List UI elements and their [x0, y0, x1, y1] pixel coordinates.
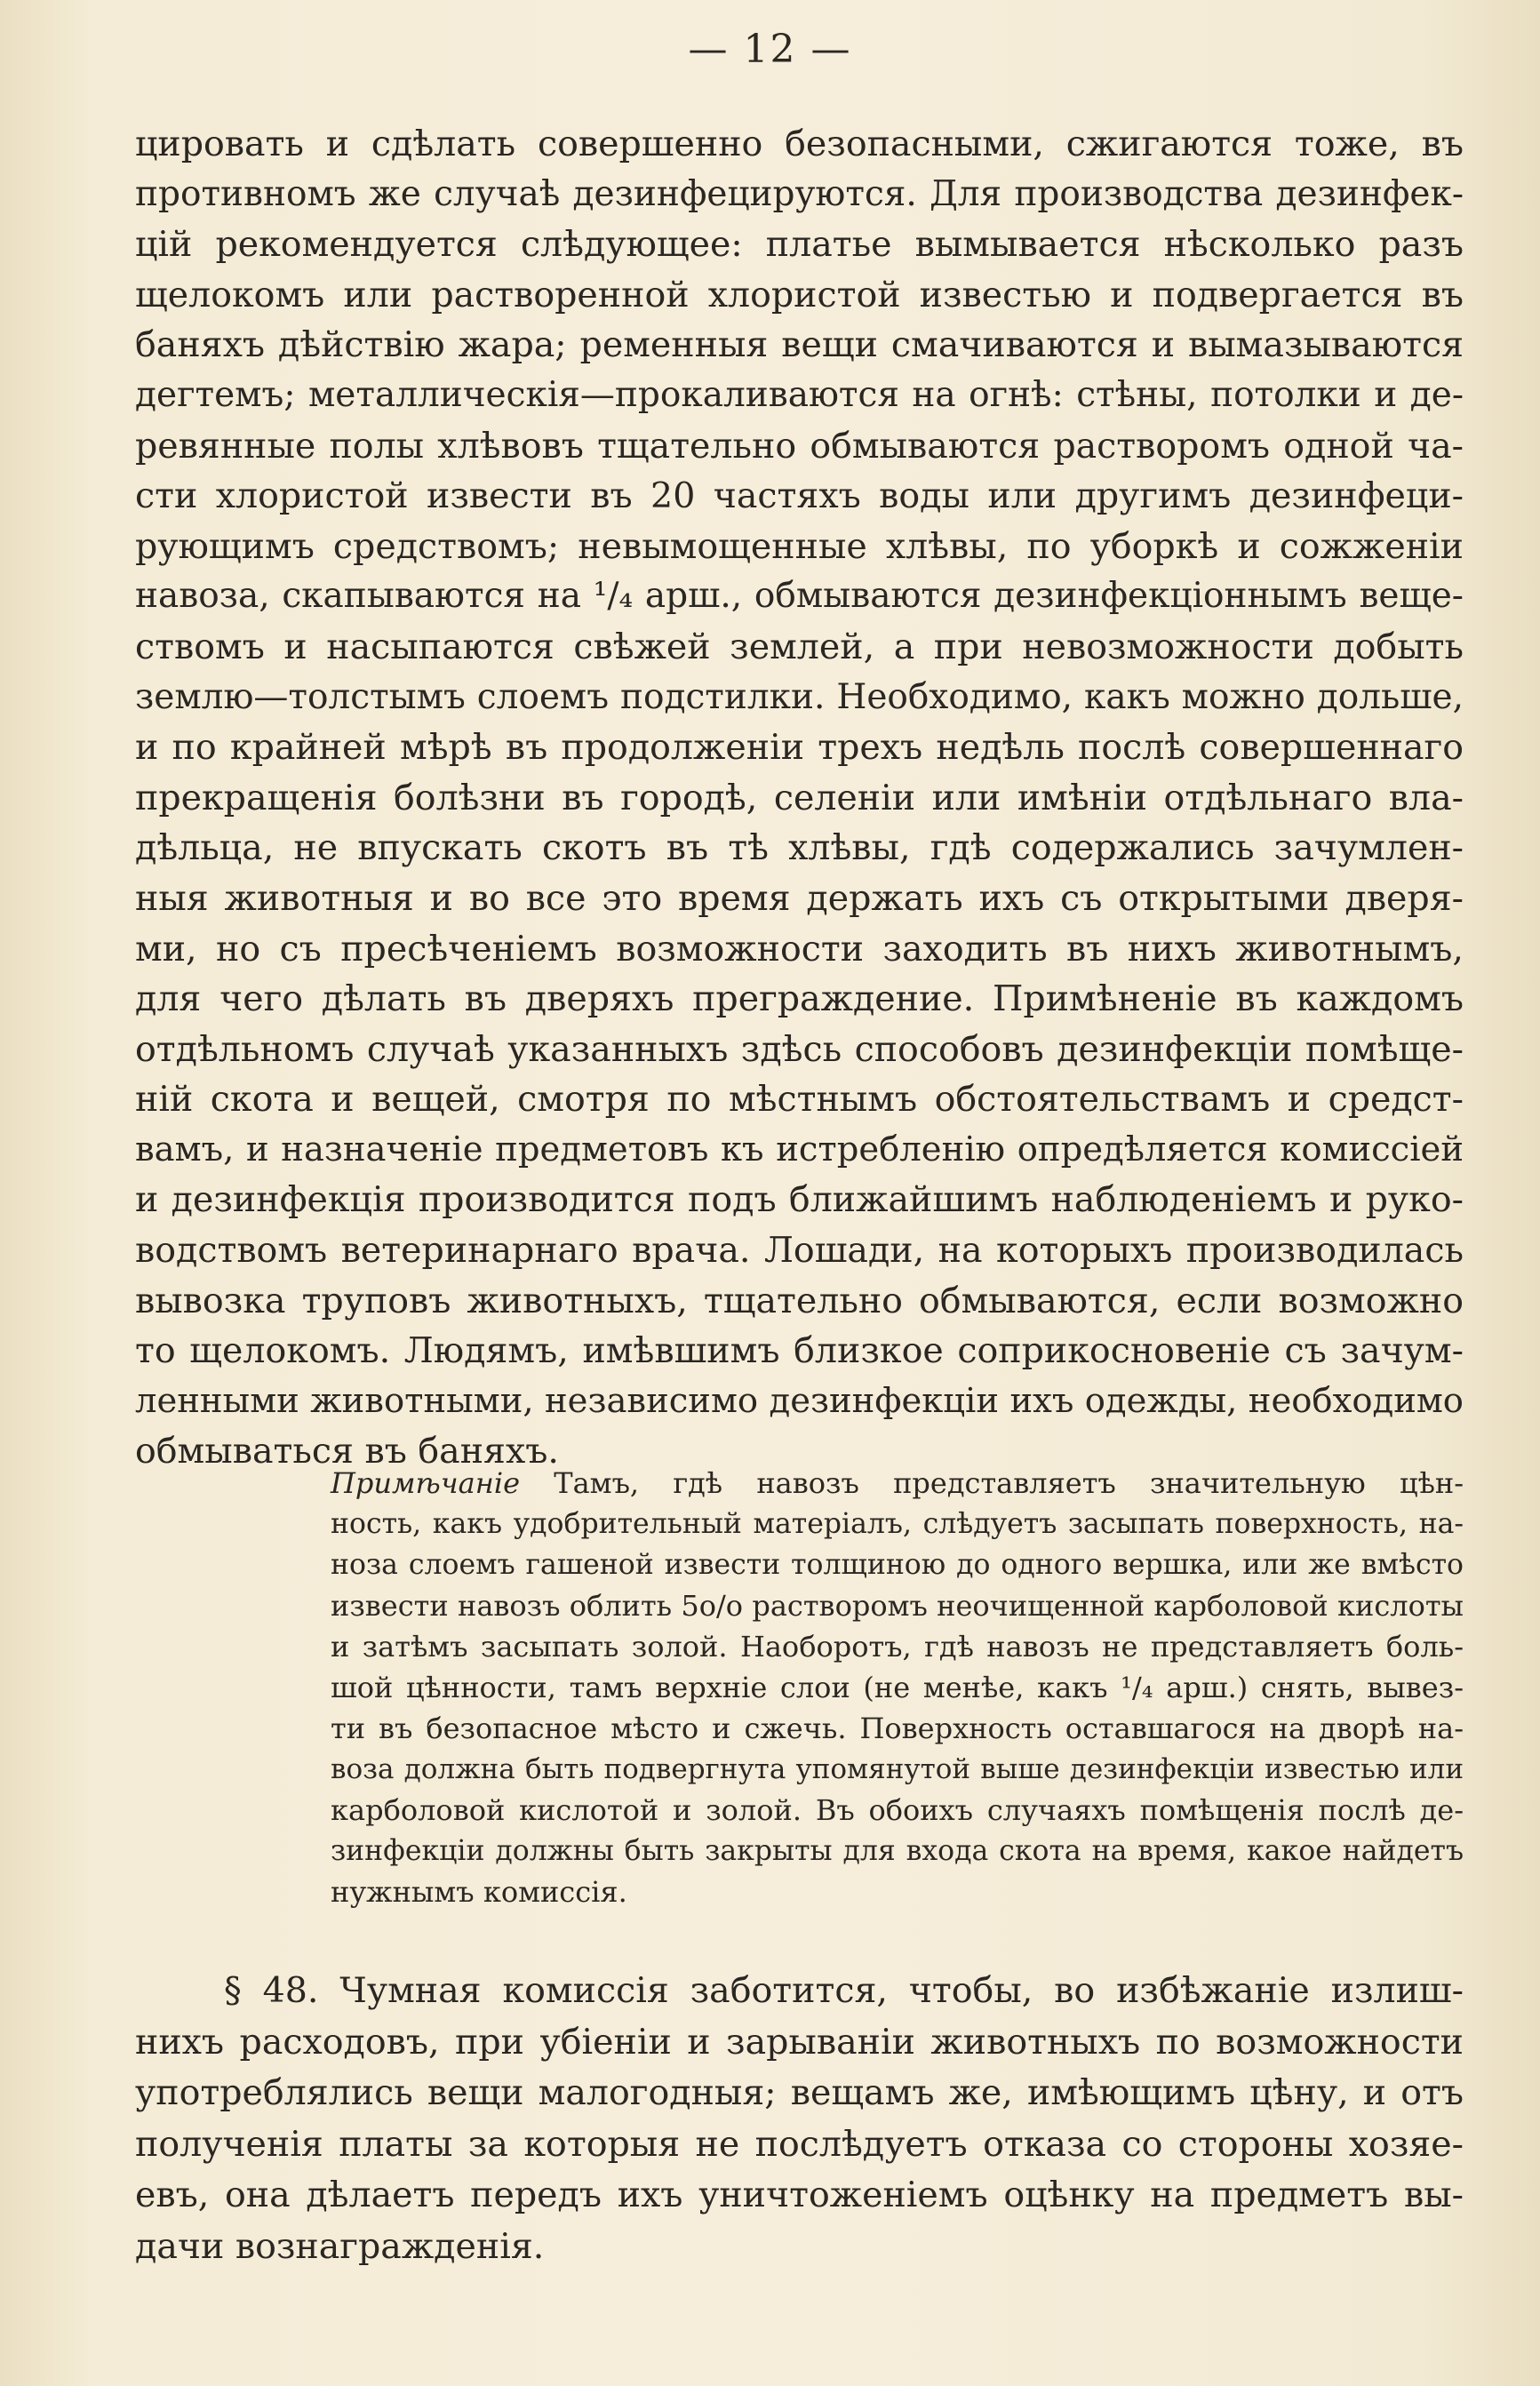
- note-first-line: [331, 1463, 1464, 1504]
- note-line: и затѣмъ засыпать золой. Наоборотъ, гдѣ навозъ не представляетъ боль-: [331, 1630, 1464, 1664]
- text-line: ній скота и вещей, смотря по мѣстнымъ обстоятельствамъ и средст-: [135, 1079, 1464, 1121]
- text-line: то щелокомъ. Людямъ, имѣвшимъ близкое соприкосновеніе съ зачум-: [135, 1330, 1464, 1372]
- text-line: ствомъ и насыпаются свѣжей землей, а при невозможности добыть: [135, 626, 1464, 667]
- text-line: рующимъ средствомъ; невымощенные хлѣвы, по уборкѣ и сожженіи: [135, 525, 1464, 567]
- section-line: дачи вознагражденія.: [135, 2225, 545, 2267]
- text-line: щелокомъ или растворенной хлористой известью и подвергается въ: [135, 274, 1464, 315]
- text-line: дегтемъ; металлическія—прокаливаются на огнѣ: стѣны, потолки и де-: [135, 374, 1464, 415]
- text-line: для чего дѣлать въ дверяхъ преграждение. Примѣненіе въ каждомъ: [135, 978, 1464, 1020]
- text-line: вамъ, и назначеніе предметовъ къ истребленію опредѣляется комиссіей: [135, 1129, 1464, 1169]
- note-line: зинфекціи должны быть закрыты для входа скота на время, какое найдетъ: [331, 1835, 1464, 1867]
- text-line: цировать и сдѣлать совершенно безопасными, сжигаются тоже, въ: [135, 124, 1464, 164]
- section-48: [135, 1966, 1464, 2272]
- text-line: навоза, скапываются на ¹/₄ арш., обмываются дезинфекціоннымъ веще-: [135, 576, 1464, 617]
- text-line: противномъ же случаѣ дезинфецируются. Для производства дезинфек-: [135, 173, 1464, 214]
- note-label: Примѣчаніе: [331, 1466, 520, 1500]
- text-line: обмываться въ баняхъ.: [135, 1431, 559, 1472]
- main-paragraph: [135, 119, 1464, 1477]
- text-line: баняхъ дѣйствію жара; ременныя вещи смачиваются и вымазываются: [135, 324, 1464, 366]
- text-line: ревянные полы хлѣвовъ тщательно обмываются растворомъ одной ча-: [135, 425, 1464, 467]
- note-line: извести навозъ облить 5o/o растворомъ неочищенной карболовой кислоты: [331, 1589, 1464, 1623]
- page-number: — 12 —: [688, 27, 852, 72]
- footnote-remark: [331, 1463, 1464, 1912]
- section-line: употреблялись вещи малогодныя; вещамъ же, имѣющимъ цѣну, и отъ: [135, 2072, 1464, 2113]
- text-line: ми, но съ пресѣченіемъ возможности заходить въ нихъ животнымъ,: [135, 928, 1464, 970]
- note-text: Тамъ, гдѣ навозъ представляетъ значительную цѣн-: [554, 1466, 1464, 1500]
- note-line: ти въ безопасное мѣсто и сжечь. Поверхность оставшагося на дворѣ на-: [331, 1712, 1464, 1745]
- text-line: прекращенія болѣзни въ городѣ, селеніи или имѣніи отдѣльнаго вла-: [135, 777, 1464, 818]
- note-line: шой цѣнности, тамъ верхніе слои (не менѣе, какъ ¹/₄ арш.) снять, вывез-: [331, 1671, 1464, 1704]
- note-line: воза должна быть подвергнута упомянутой выше дезинфекціи известью или: [331, 1753, 1464, 1785]
- text-line: цій рекомендуется слѣдующее: платье вымывается нѣсколько разъ: [135, 224, 1464, 266]
- text-line: дѣльца, не впускать скотъ въ тѣ хлѣвы, гдѣ содержались зачумлен-: [135, 827, 1464, 869]
- text-line: водствомъ ветеринарнаго врача. Лошади, на которыхъ производилась: [135, 1230, 1464, 1272]
- text-line: отдѣльномъ случаѣ указанныхъ здѣсь способовъ дезинфекціи помѣще-: [135, 1028, 1464, 1070]
- section-line: § 48. Чумная комиссія заботится, чтобы, во избѣжаніе излиш-: [224, 1970, 1464, 2011]
- note-line: ность, какъ удобрительный матеріалъ, слѣдуетъ засыпать поверхность, на-: [331, 1508, 1464, 1540]
- text-line: ныя животныя и во все это время держать ихъ съ открытыми двеpя-: [135, 877, 1464, 919]
- section-line: нихъ расходовъ, при убіеніи и зарываніи животныхъ по возможности: [135, 2021, 1464, 2063]
- text-line: сти хлористой извести въ 20 частяхъ воды или другимъ дезинфеци-: [135, 475, 1464, 517]
- section-line: полученія платы за которыя не послѣдуетъ отказа со стороны хозяе-: [135, 2123, 1464, 2165]
- note-line: карболовой кислотой и золой. Въ обоихъ случаяхъ помѣщенія послѣ де-: [331, 1793, 1464, 1827]
- text-line: и по крайней мѣрѣ въ продолженіи трехъ недѣль послѣ совершеннаго: [135, 727, 1464, 769]
- text-line: вывозка труповъ животныхъ, тщательно обмываются, если возможно: [135, 1280, 1464, 1321]
- text-line: ленными животными, независимо дезинфекціи ихъ одежды, необходимо: [135, 1380, 1464, 1421]
- note-line: ноза слоемъ гашеной извести толщиною до одного вершка, или же вмѣсто: [331, 1549, 1464, 1581]
- text-line: землю—толстымъ слоемъ подстилки. Необходимо, какъ можно дольше,: [135, 676, 1464, 717]
- section-line: евъ, она дѣлаетъ передъ ихъ уничтоженіемъ оцѣнку на предметъ вы-: [135, 2175, 1464, 2215]
- note-line: нужнымъ комиссія.: [331, 1875, 627, 1909]
- text-line: и дезинфекція производится подъ ближайшимъ наблюденіемъ и руко-: [135, 1179, 1464, 1221]
